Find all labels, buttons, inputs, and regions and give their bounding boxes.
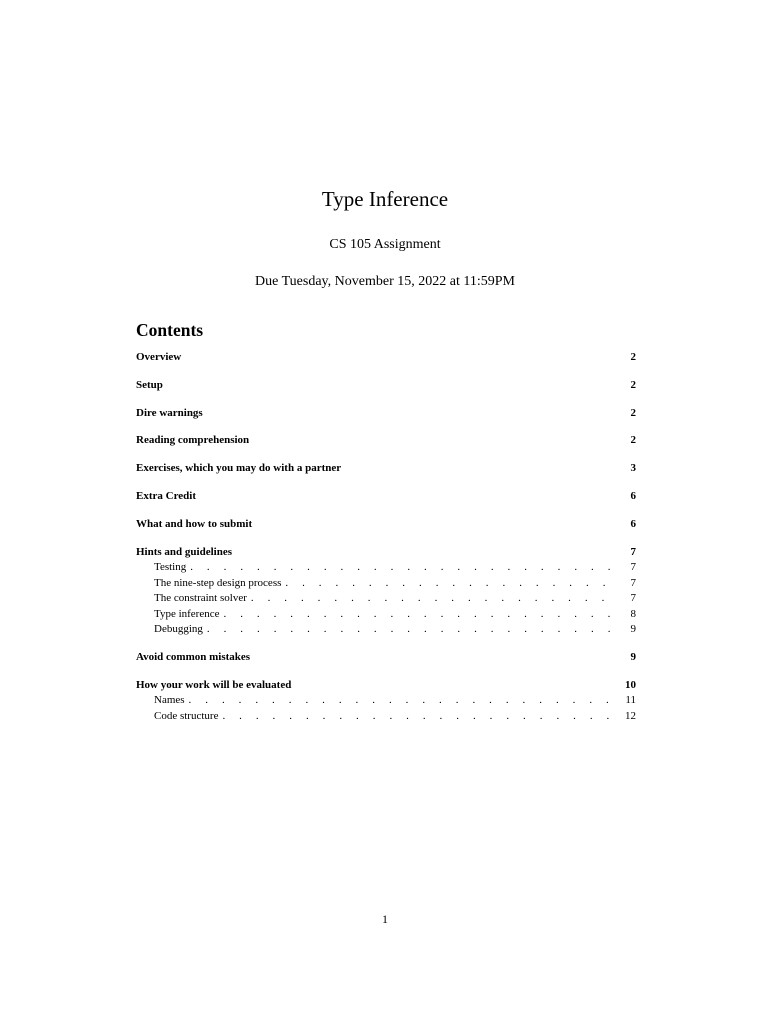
toc-section-page: 10 (625, 678, 636, 691)
toc-subsection[interactable] (136, 591, 636, 607)
toc-section[interactable] (136, 489, 636, 505)
dot-leader (190, 560, 610, 576)
toc-subsection-list (136, 560, 636, 638)
toc-subsection-label: The nine-step design process (154, 576, 282, 589)
toc-section-label: Reading comprehension (136, 434, 250, 447)
toc-subsection-label: Type inference (154, 607, 220, 620)
toc-subsection-page: 9 (630, 623, 636, 636)
toc-section-label: Hints and guidelines (136, 545, 232, 558)
dot-leader (222, 709, 610, 725)
page-number: 1 (382, 912, 388, 926)
toc-section-label: Overview (136, 351, 182, 363)
document-subtitle: CS 105 Assignment (329, 237, 441, 252)
toc-section-label: Setup (136, 378, 163, 391)
toc-subsection-page: 12 (625, 709, 636, 722)
dot-leader (189, 693, 610, 709)
toc-section-page: 7 (630, 545, 636, 558)
toc-subsection-list (136, 693, 636, 724)
toc-subsection-page: 11 (625, 694, 636, 707)
table-of-contents (136, 350, 636, 736)
toc-subsection-page: 7 (630, 592, 636, 605)
toc-section[interactable] (136, 650, 636, 666)
toc-section[interactable] (136, 406, 636, 422)
dot-leader (285, 576, 610, 592)
toc-subsection-label: The constraint solver (154, 592, 247, 605)
toc-section-page: 2 (630, 434, 636, 447)
toc-section[interactable] (136, 461, 636, 477)
toc-subsection[interactable] (136, 607, 636, 623)
toc-section[interactable] (136, 433, 636, 449)
toc-subsection[interactable] (136, 709, 636, 725)
toc-section-page: 2 (630, 351, 636, 363)
toc-section-page: 2 (630, 406, 636, 419)
toc-section-page: 2 (630, 378, 636, 391)
toc-subsection[interactable] (136, 622, 636, 638)
toc-section[interactable] (136, 517, 636, 533)
toc-subsection[interactable] (136, 560, 636, 576)
toc-section-page: 9 (630, 650, 636, 663)
contents-heading: Contents (136, 320, 204, 340)
dot-leader (224, 607, 611, 623)
toc-subsection-label: Testing (154, 561, 187, 574)
document-title: Type Inference (321, 187, 449, 211)
toc-section-page: 3 (630, 462, 636, 475)
toc-subsection-label: Code structure (154, 709, 219, 722)
dot-leader (251, 591, 610, 607)
toc-section-label: What and how to submit (136, 517, 253, 530)
toc-section[interactable] (136, 350, 636, 366)
toc-subsection[interactable] (136, 693, 636, 709)
toc-subsection-page: 7 (630, 576, 636, 589)
toc-section-page: 6 (630, 489, 636, 502)
toc-section-label: Dire warnings (136, 406, 203, 419)
due-date: Due Tuesday, November 15, 2022 at 11:59PM (255, 274, 515, 289)
toc-subsection-label: Names (154, 694, 185, 707)
toc-section-label: Extra Credit (136, 489, 196, 502)
toc-subsection[interactable] (136, 576, 636, 592)
toc-section-label: Exercises, which you may do with a partner (136, 462, 342, 475)
toc-section[interactable] (136, 378, 636, 394)
toc-subsection-label: Debugging (154, 623, 203, 636)
toc-section-label: How your work will be evaluated (136, 678, 292, 691)
toc-section-page: 6 (630, 517, 636, 530)
toc-subsection-page: 8 (630, 607, 636, 620)
dot-leader (207, 622, 610, 638)
toc-section[interactable] (136, 678, 636, 694)
toc-subsection-page: 7 (630, 561, 636, 574)
toc-section[interactable] (136, 545, 636, 561)
toc-section-label: Avoid common mistakes (136, 650, 251, 663)
